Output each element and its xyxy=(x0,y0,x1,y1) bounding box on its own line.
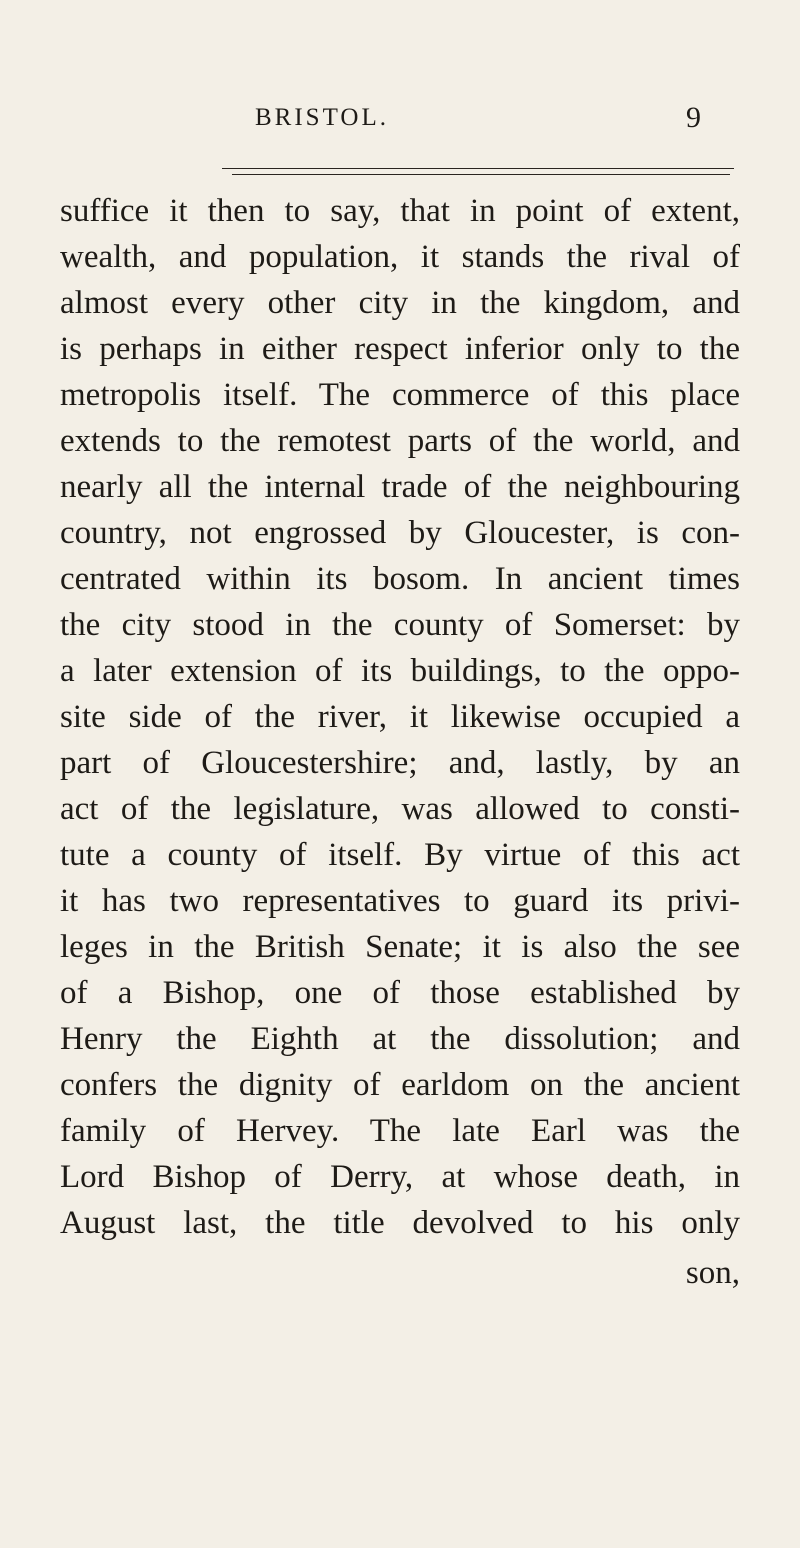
text-line-18: of a Bishop, one of those established by xyxy=(60,975,740,1011)
text-line-19: Henry the Eighth at the dissolution; and xyxy=(60,1021,740,1057)
running-head xyxy=(0,88,800,148)
text-line-6: extends to the remotest parts of the world, and xyxy=(60,423,740,459)
text-line-9: centrated within its bosom. In ancient times xyxy=(60,561,740,597)
text-line-7: nearly all the internal trade of the neighbouring xyxy=(60,469,740,505)
text-line-10: the city stood in the county of Somerset: by xyxy=(60,607,740,643)
text-line-5: metropolis itself. The commerce of this place xyxy=(60,377,740,413)
text-line-14: act of the legislature, was allowed to consti- xyxy=(60,791,740,827)
text-line-23: August last, the title devolved to his only xyxy=(60,1205,740,1241)
header-rule-secondary xyxy=(232,174,730,175)
text-line-11: a later extension of its buildings, to the oppo- xyxy=(60,653,740,689)
text-line-21: family of Hervey. The late Earl was the xyxy=(60,1113,740,1149)
running-title: BRISTOL. xyxy=(255,104,389,131)
catchword: son, xyxy=(685,1255,740,1291)
text-line-17: leges in the British Senate; it is also the see xyxy=(60,929,740,965)
text-line-12: site side of the river, it likewise occupied a xyxy=(60,699,740,735)
text-line-22: Lord Bishop of Derry, at whose death, in xyxy=(60,1159,740,1195)
text-line-2: wealth, and population, it stands the rival of xyxy=(60,239,740,275)
text-line-8: country, not engrossed by Gloucester, is con- xyxy=(60,515,740,551)
text-line-3: almost every other city in the kingdom, and xyxy=(60,285,740,321)
text-line-15: tute a county of itself. By virtue of this act xyxy=(60,837,740,873)
text-line-4: is perhaps in either respect inferior only to the xyxy=(60,331,740,367)
page-number: 9 xyxy=(686,101,701,134)
text-line-16: it has two representatives to guard its privi- xyxy=(60,883,740,919)
text-line-1: suffice it then to say, that in point of extent, xyxy=(60,193,740,229)
header-rule xyxy=(222,168,734,169)
text-line-20: confers the dignity of earldom on the ancient xyxy=(60,1067,740,1103)
text-line-13: part of Gloucestershire; and, lastly, by an xyxy=(60,745,740,781)
